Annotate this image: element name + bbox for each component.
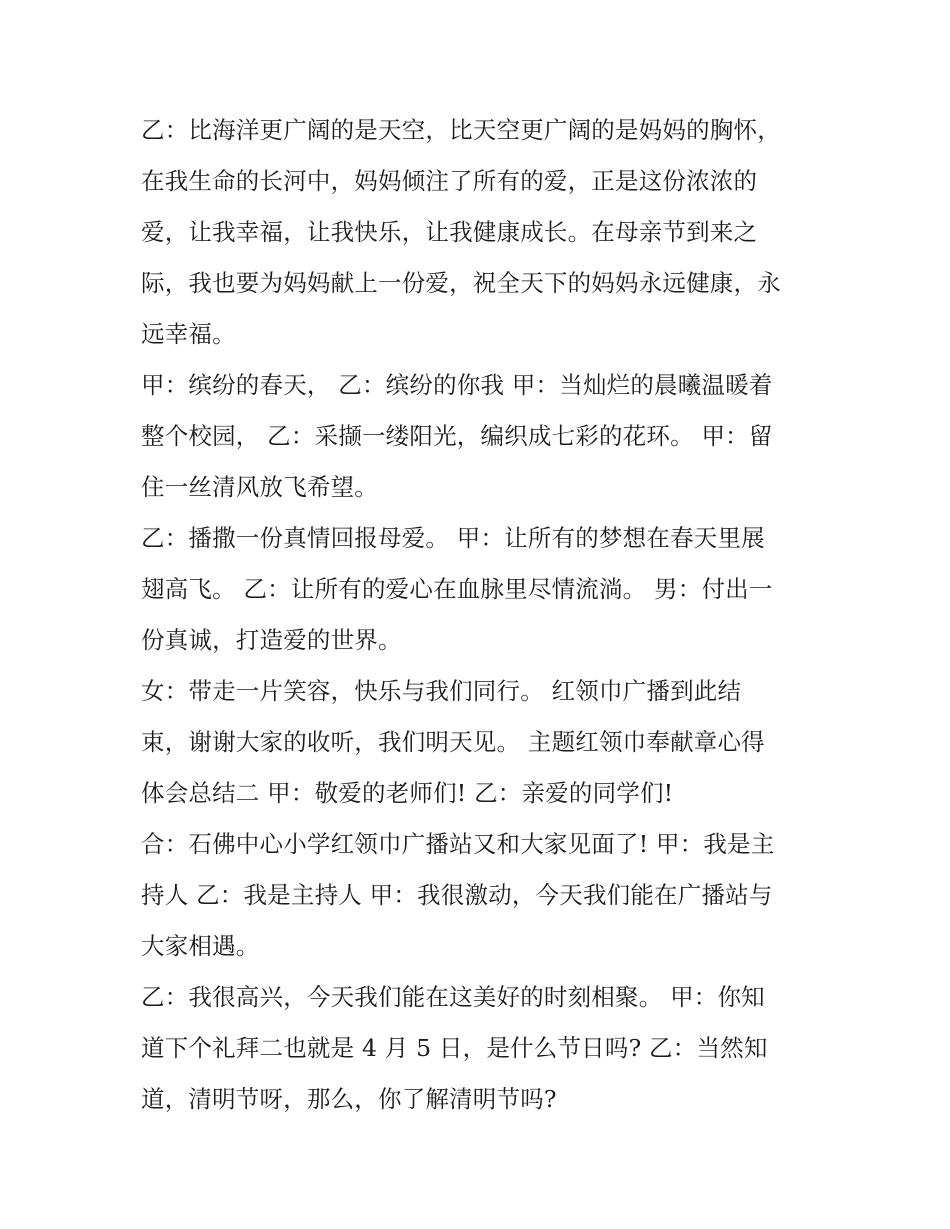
text-line: 女：带走一片笑容，快乐与我们同行。 红领巾广播到此结 (141, 677, 742, 705)
text-line: 际，我也要为妈妈献上一份爱，祝全天下的妈妈永远健康，永 (141, 269, 781, 297)
text-line: 在我生命的长河中，妈妈倾注了所有的爱，正是这份浓浓的 (141, 167, 758, 195)
text-line: 爱，让我幸福，让我快乐，让我健康成长。在母亲节到来之 (141, 218, 758, 246)
text-line: 乙：我很高兴，今天我们能在这美好的时刻相聚。 甲：你知 (141, 983, 765, 1011)
text-line: 道，清明节呀，那么，你了解清明节吗? (141, 1085, 557, 1113)
text-line: 远幸福。 (141, 320, 236, 348)
text-line: 持人 乙：我是主持人 甲：我很激动，今天我们能在广播站与 (141, 881, 773, 909)
text-line: 翅高飞。 乙：让所有的爱心在血脉里尽情流淌。 男：付出一 (141, 575, 773, 603)
text-line: 乙：比海洋更广阔的是天空，比天空更广阔的是妈妈的胸怀， (141, 116, 781, 144)
document-body (141, 105, 821, 1125)
text-line: 乙：播撒一份真情回报母爱。 甲：让所有的梦想在春天里展 (141, 524, 765, 552)
text-line: 合：石佛中心小学红领巾广播站又和大家见面了! 甲：我是主 (141, 830, 775, 858)
text-line: 整个校园， 乙：采撷一缕阳光，编织成七彩的花环。 甲：留 (141, 422, 773, 450)
text-line: 住一丝清风放飞希望。 (141, 473, 378, 501)
text-line: 份真诚，打造爱的世界。 (141, 626, 402, 654)
text-line: 大家相遇。 (141, 932, 260, 960)
text-line: 束，谢谢大家的收听，我们明天见。 主题红领巾奉献章心得 (141, 728, 765, 756)
text-line: 甲：缤纷的春天， 乙：缤纷的你我 甲：当灿烂的晨曦温暖着 (141, 371, 773, 399)
text-line: 体会总结二 甲：敬爱的老师们! 乙：亲爱的同学们! (141, 779, 674, 807)
text-line: 道下个礼拜二也就是 4 月 5 日，是什么节日吗? 乙：当然知 (141, 1034, 768, 1062)
